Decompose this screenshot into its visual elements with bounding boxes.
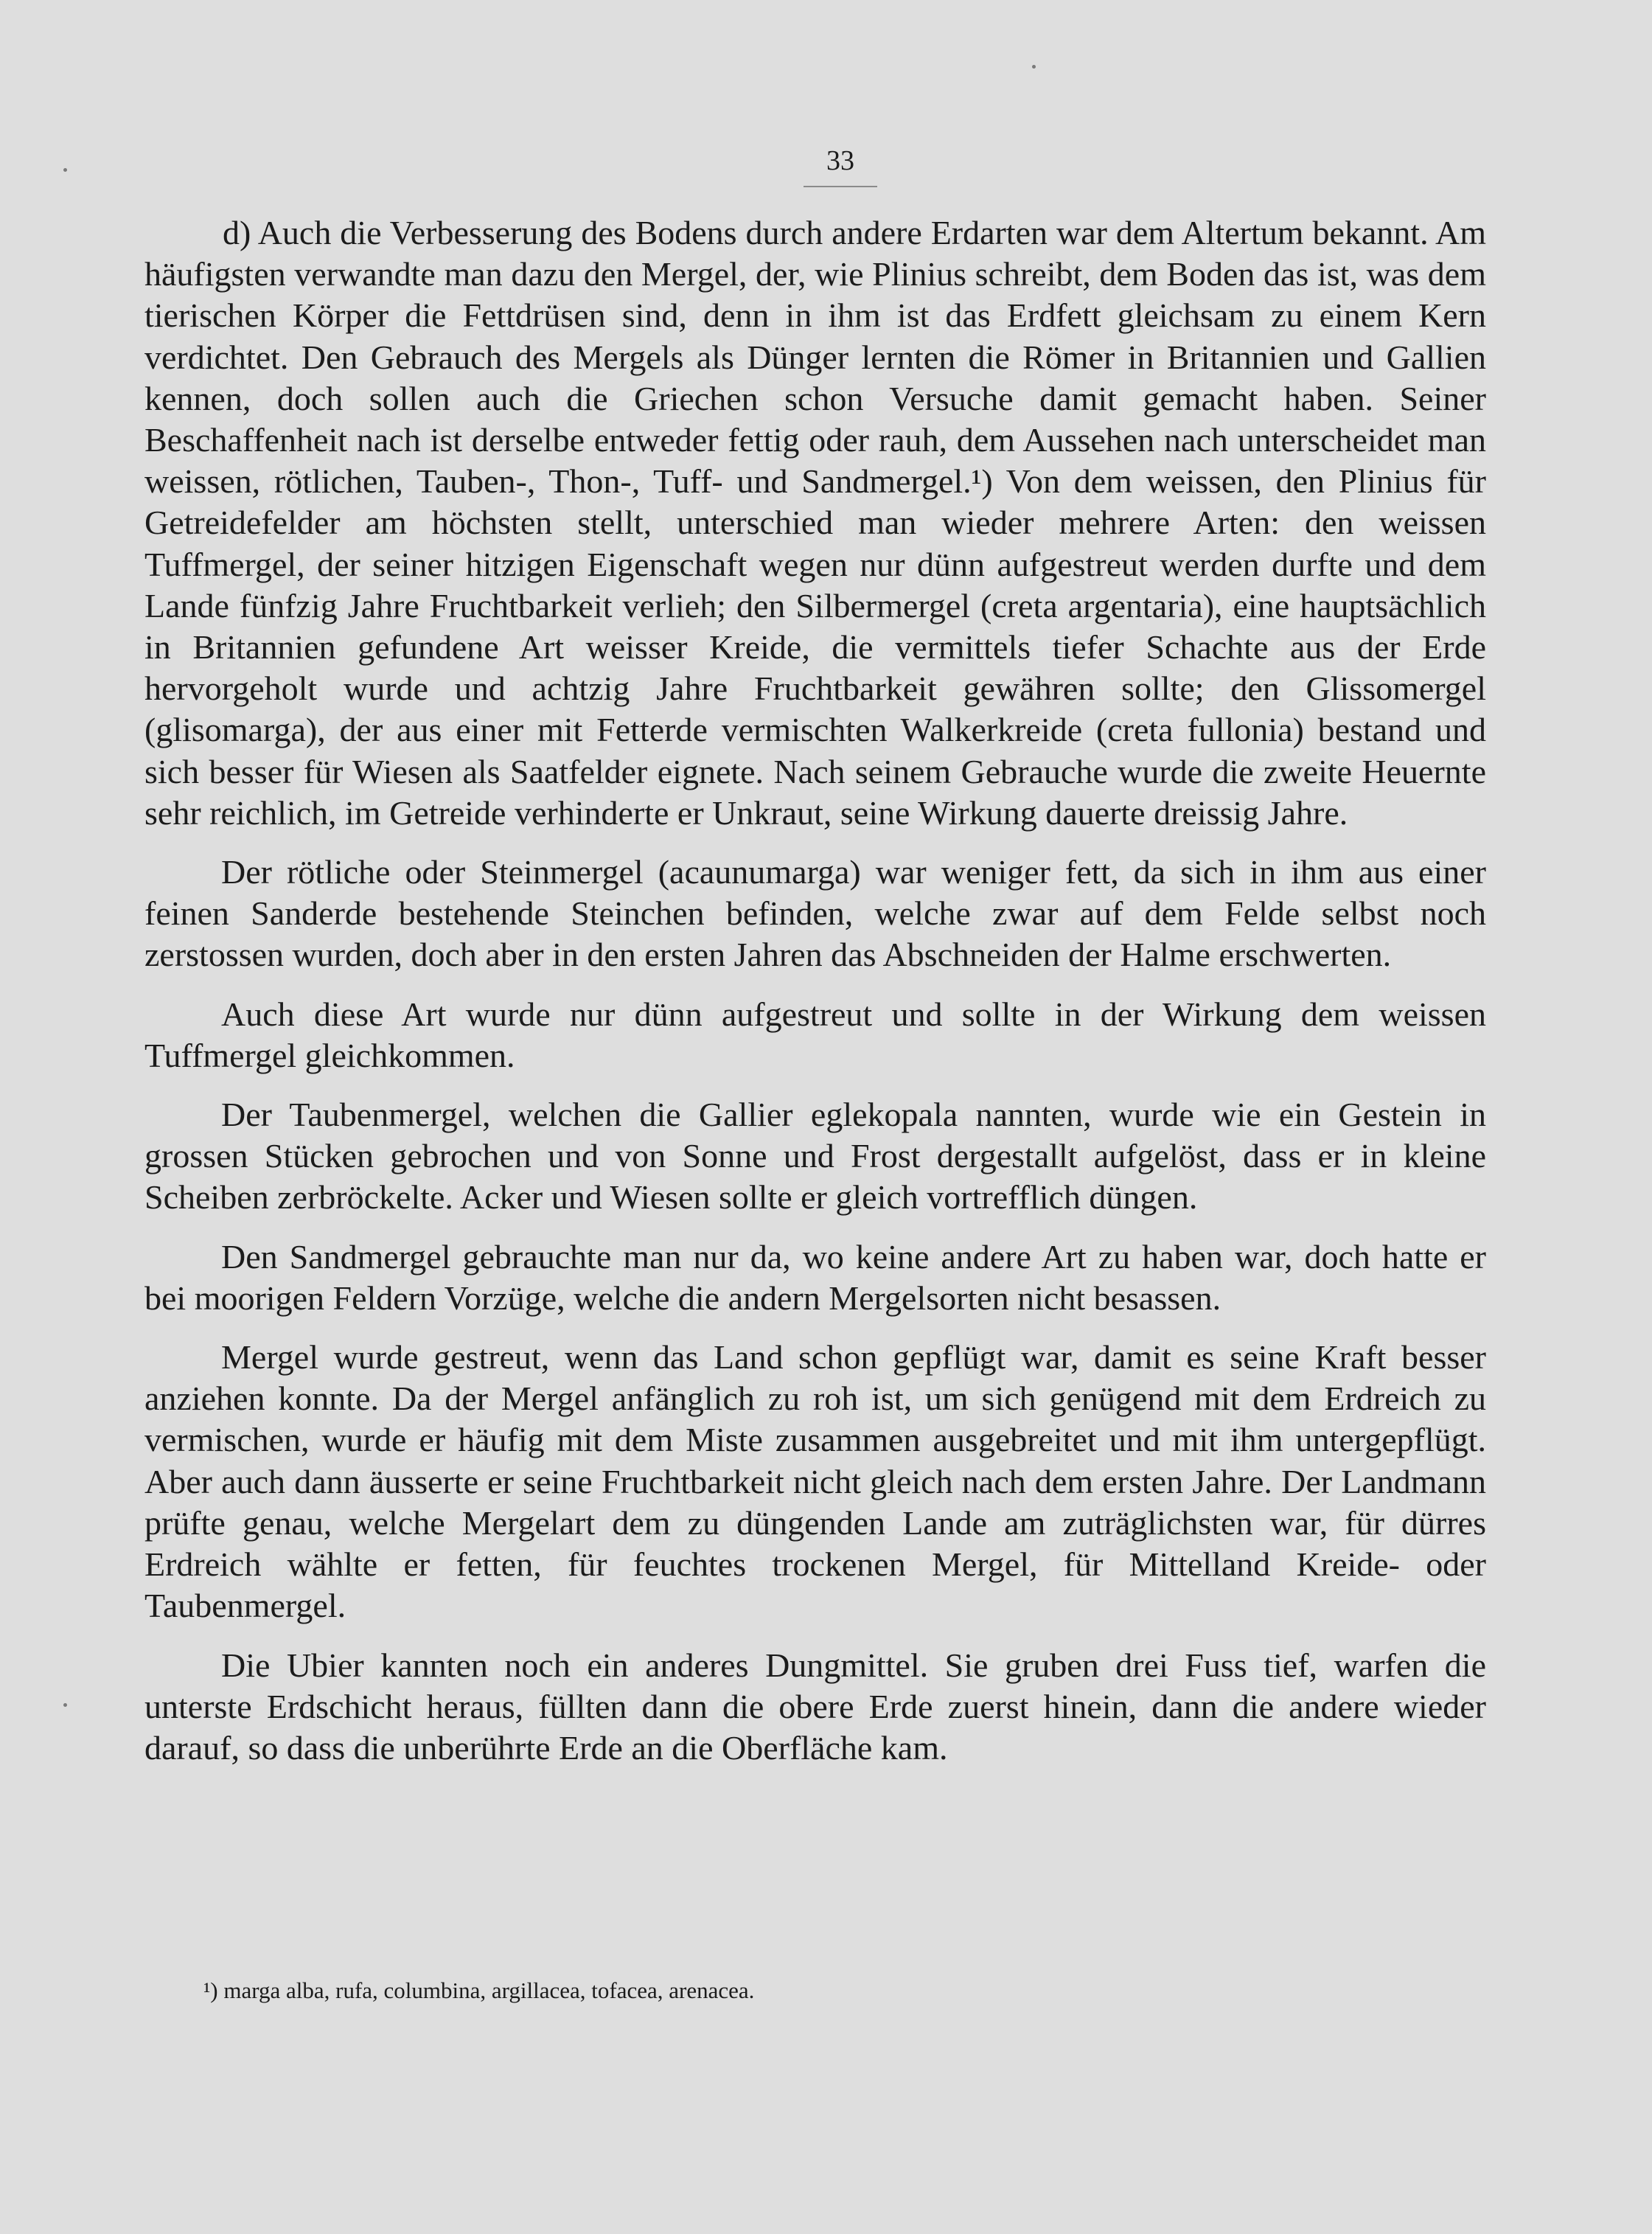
paragraph-3: Auch diese Art wurde nur dünn aufgestreut und sollte in der Wirkung dem weissen Tuffmergel gleichkommen.	[144, 995, 1486, 1074]
paragraph-6: Mergel wurde gestreut, wenn das Land schon gepflügt war, damit es seine Kraft besser anziehen konnte. Da der Mergel anfänglich zu roh ist, um sich genügend mit dem Erdreich zu vermischen, wurde er häufig mit dem Miste zusammen ausgebreitet und mit ihm untergepflügt. Aber auch dann äusserte er seine Fruchtbarkeit nicht gleich nach dem ersten Jahre. Der Landmann prüfte genau, welche Mergelart dem zu düngenden Lande am zuträglichsten war, für dürres Erdreich wählte er fetten, für feuchtes trockenen Mergel, für Mittelland Kreide- oder Taubenmergel.	[144, 1338, 1486, 1625]
footnote: ¹) marga alba, rufa, columbina, argillacea, tofacea, arenacea.	[203, 1977, 755, 2003]
paragraph-2: Der rötliche oder Steinmergel (acaunumarga) war weniger fett, da sich in ihm aus einer feinen Sanderde bestehende Steinchen befinden, welche zwar auf dem Felde selbst noch zerstossen wurden, doch aber in den ersten Jahren das Abschneiden der Halme erschwerten.	[144, 853, 1486, 974]
paragraph-4: Der Taubenmergel, welchen die Gallier eglekopala nannten, wurde wie ein Gestein in grossen Stücken gebrochen und von Sonne und Frost dergestallt aufgelöst, dass er in kleine Scheiben zerbröckelte. Acker und Wiesen sollte er gleich vortrefflich düngen.	[144, 1096, 1486, 1217]
page-number: 33	[826, 145, 854, 176]
page-number-rule	[804, 186, 877, 187]
body-text	[144, 212, 1486, 1786]
scan-speck	[63, 1703, 67, 1707]
paragraph-1: d) Auch die Verbesserung des Bodens durch andere Erdarten war dem Altertum bekannt. Am häufigsten verwandte man dazu den Mergel, der, wie Plinius schreibt, dem Boden das ist, was dem tierischen Körper die Fettdrüsen sind, denn in ihm ist das Erdfett gleichsam zu einem Kern verdichtet. Den Gebrauch des Mergels als Dünger lernten die Römer in Britannien und Gallien kennen, doch sollen auch die Griechen schon Versuche damit gemacht haben. Seiner Beschaffenheit nach ist derselbe entweder fettig oder rauh, dem Aussehen nach unterscheidet man weissen, rötlichen, Tauben-, Thon-, Tuff- und Sandmergel.¹) Von dem weissen, den Plinius für Getreidefelder am höchsten stellt, unterschied man wieder mehrere Arten: den weissen Tuffmergel, der seiner hitzigen Eigenschaft wegen nur dünn aufgestreut werden durfte und dem Lande fünfzig Jahre Fruchtbarkeit verlieh; den Silbermergel (creta argentaria), eine hauptsächlich in Britannien gefundene Art weisser Kreide, die vermittels tiefer Schachte aus der Erde hervorgeholt wurde und achtzig Jahre Fruchtbarkeit gewähren sollte; den Glissomergel (glisomarga), der aus einer mit Fetterde vermischten Walkerkreide (creta fullonia) bestand und sich besser für Wiesen als Saatfelder eignete. Nach seinem Gebrauche wurde die zweite Heuernte sehr reichlich, im Getreide verhinderte er Unkraut, seine Wirkung dauerte dreissig Jahre.	[144, 214, 1486, 832]
paragraph-7: Die Ubier kannten noch ein anderes Dungmittel. Sie gruben drei Fuss tief, warfen die unterste Erdschicht heraus, füllten dann die obere Erde zuerst hinein, dann die andere wieder darauf, so dass die unberührte Erde an die Oberfläche kam.	[144, 1646, 1486, 1767]
paragraph-5: Den Sandmergel gebrauchte man nur da, wo keine andere Art zu haben war, doch hatte er bei moorigen Feldern Vorzüge, welche die andern Mergelsorten nicht besassen.	[144, 1237, 1486, 1317]
scan-speck	[1032, 65, 1036, 69]
scan-speck	[63, 168, 67, 172]
